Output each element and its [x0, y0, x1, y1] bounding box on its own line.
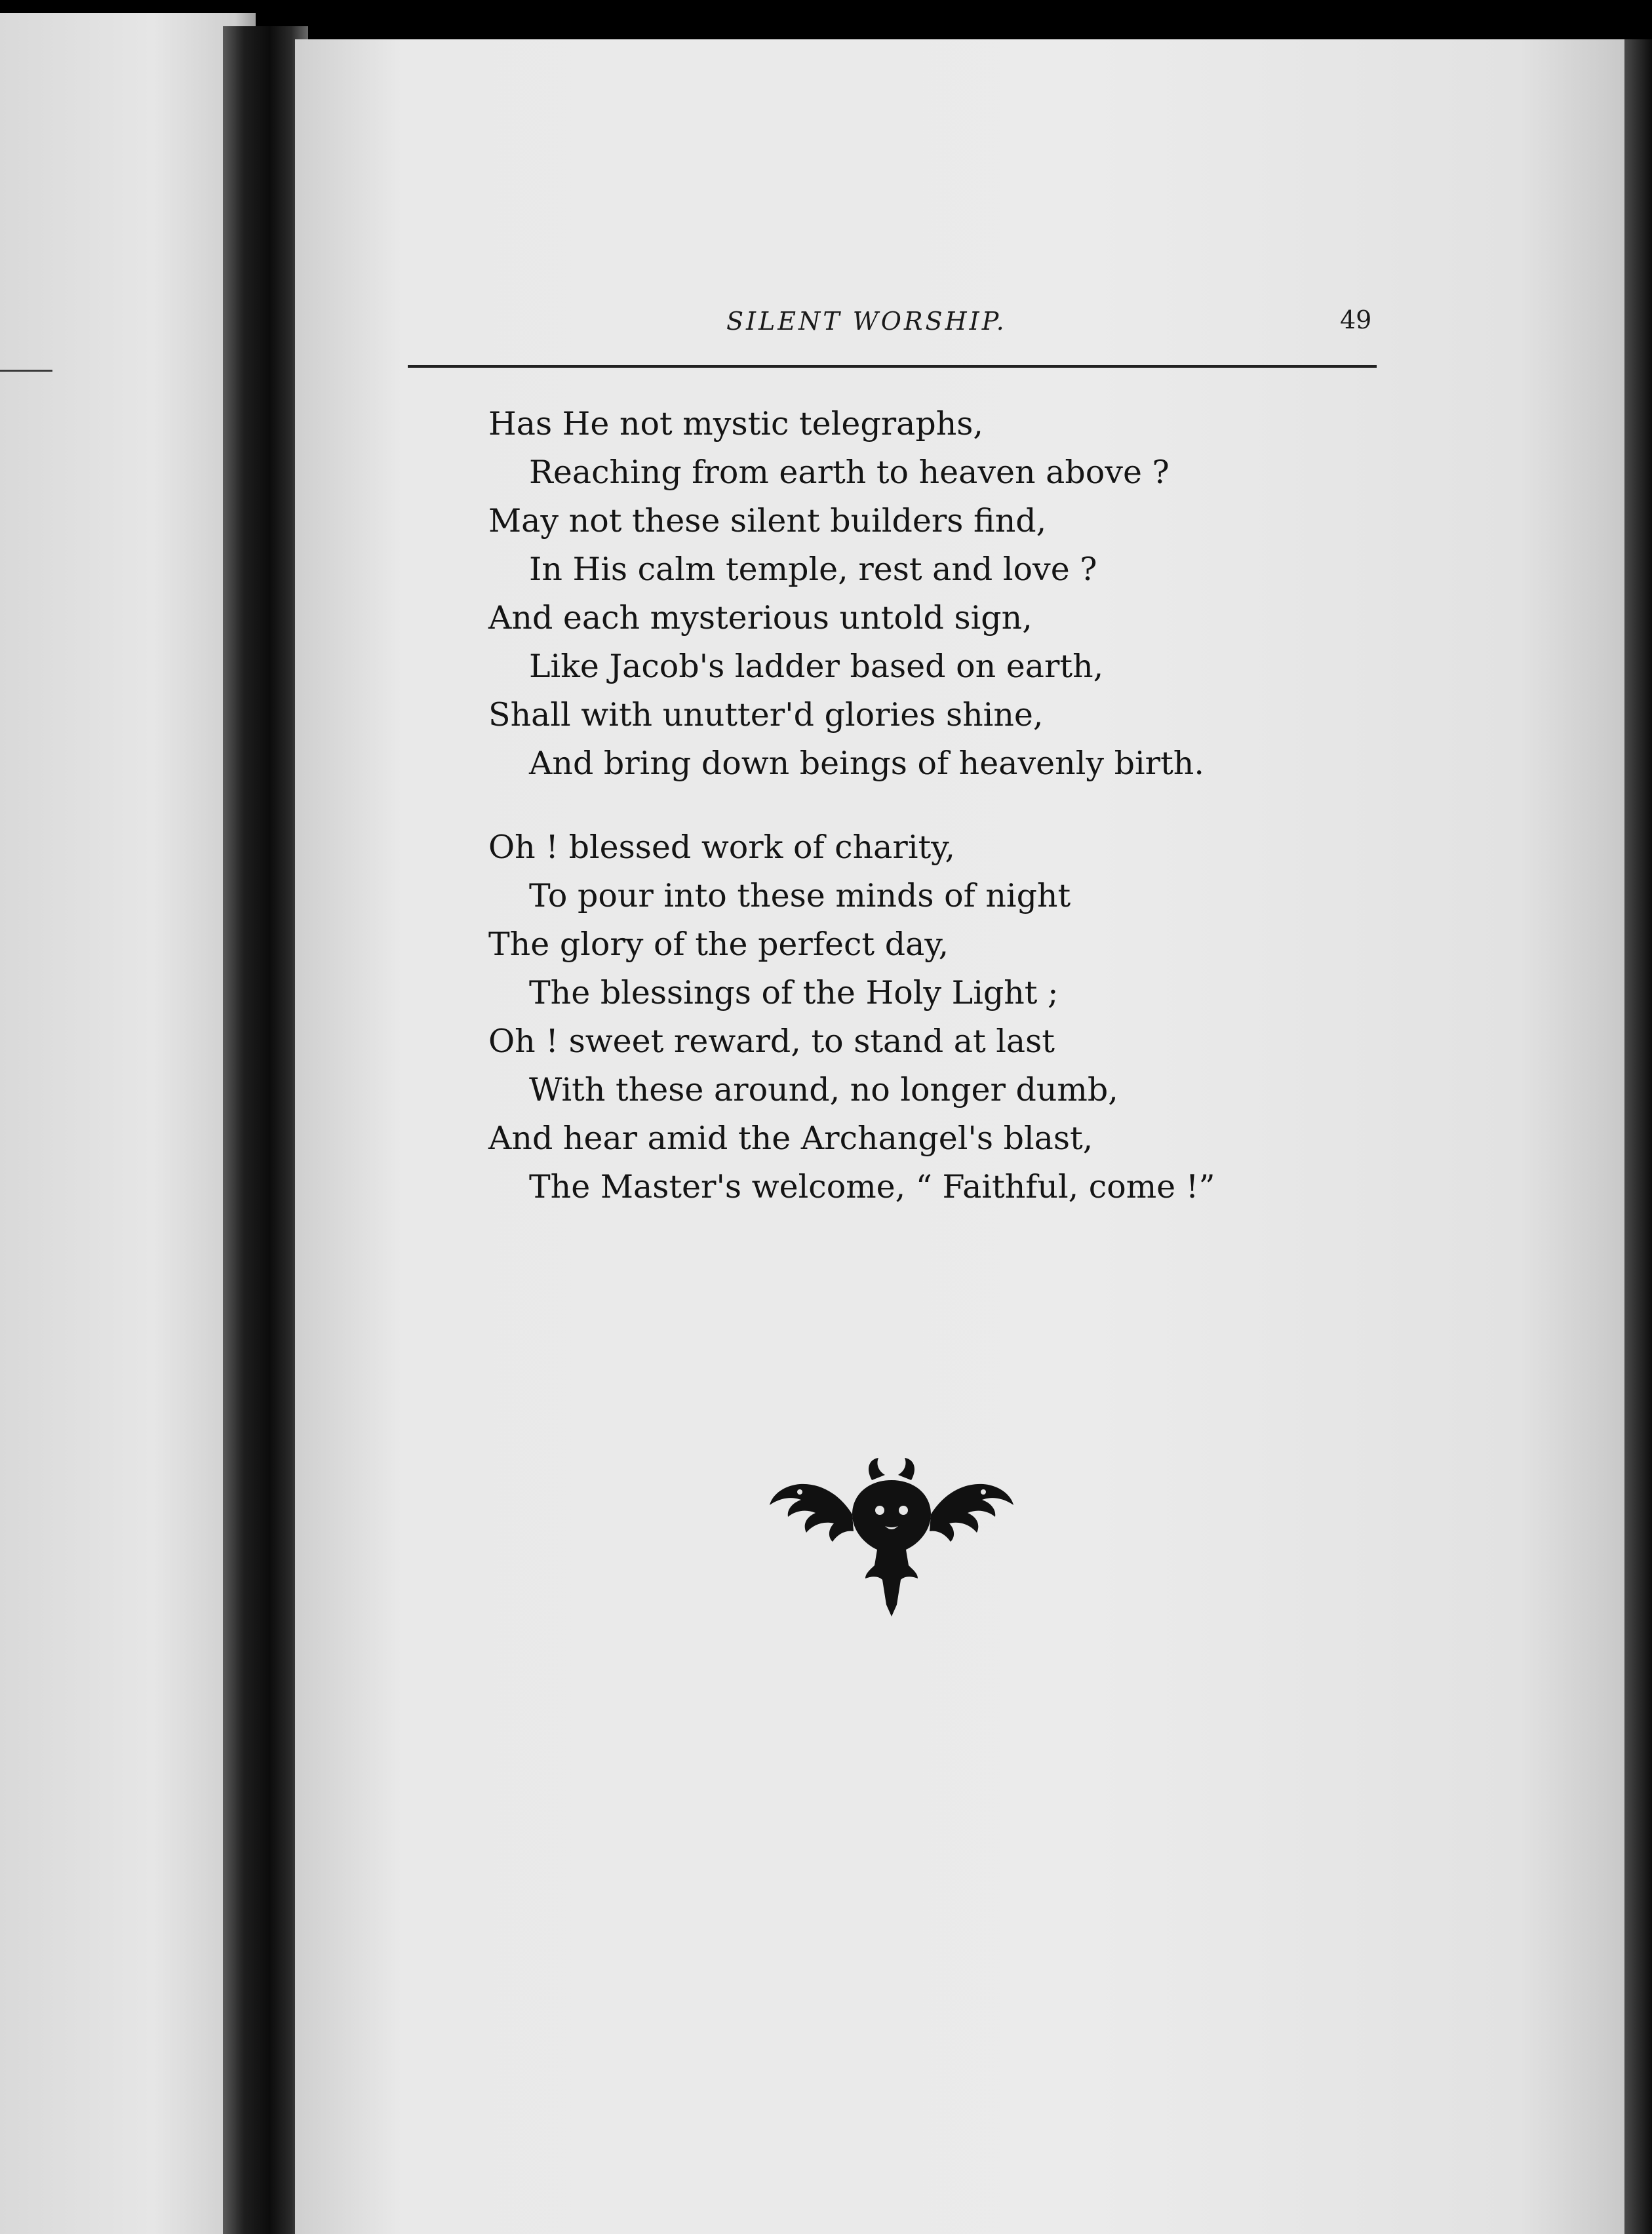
verse-line: With these around, no longer dumb,: [529, 1071, 1118, 1108]
verse-line: Shall with unutter'd glories shine,: [488, 696, 1044, 734]
verse-line: May not these silent builders find,: [488, 502, 1047, 539]
left-page-rule: [0, 370, 52, 372]
verse-line: Reaching from earth to heaven above ?: [529, 454, 1170, 491]
verse-line: And bring down beings of heavenly birth.: [529, 745, 1204, 782]
stanza-1: [488, 400, 1341, 788]
verse-line: In His calm temple, rest and love ?: [529, 551, 1097, 588]
floral-tailpiece-icon: [760, 1454, 1023, 1618]
verse-line: Oh ! sweet reward, to stand at last: [488, 1023, 1055, 1060]
verse-line: Oh ! blessed work of charity,: [488, 829, 955, 866]
stanza-2: [488, 823, 1341, 1211]
verse-line: The Master's welcome, “ Faithful, come !”: [529, 1168, 1215, 1205]
verse-line: To pour into these minds of night: [529, 877, 1071, 914]
verse-line: The blessings of the Holy Light ;: [529, 974, 1059, 1011]
page-number: 49: [1340, 305, 1372, 334]
verse-line: Has He not mystic telegraphs,: [488, 405, 983, 442]
header-rule: [408, 365, 1377, 368]
scan-right-border: [1624, 39, 1652, 2234]
running-head: SILENT WORSHIP.: [726, 307, 1007, 336]
left-page-edge: [0, 13, 256, 2234]
verse-line: Like Jacob's ladder based on earth,: [529, 648, 1104, 685]
verse-line: And hear amid the Archangel's blast,: [488, 1120, 1093, 1157]
verse-line: And each mysterious untold sign,: [488, 599, 1032, 637]
verse-line: The glory of the perfect day,: [488, 926, 949, 963]
